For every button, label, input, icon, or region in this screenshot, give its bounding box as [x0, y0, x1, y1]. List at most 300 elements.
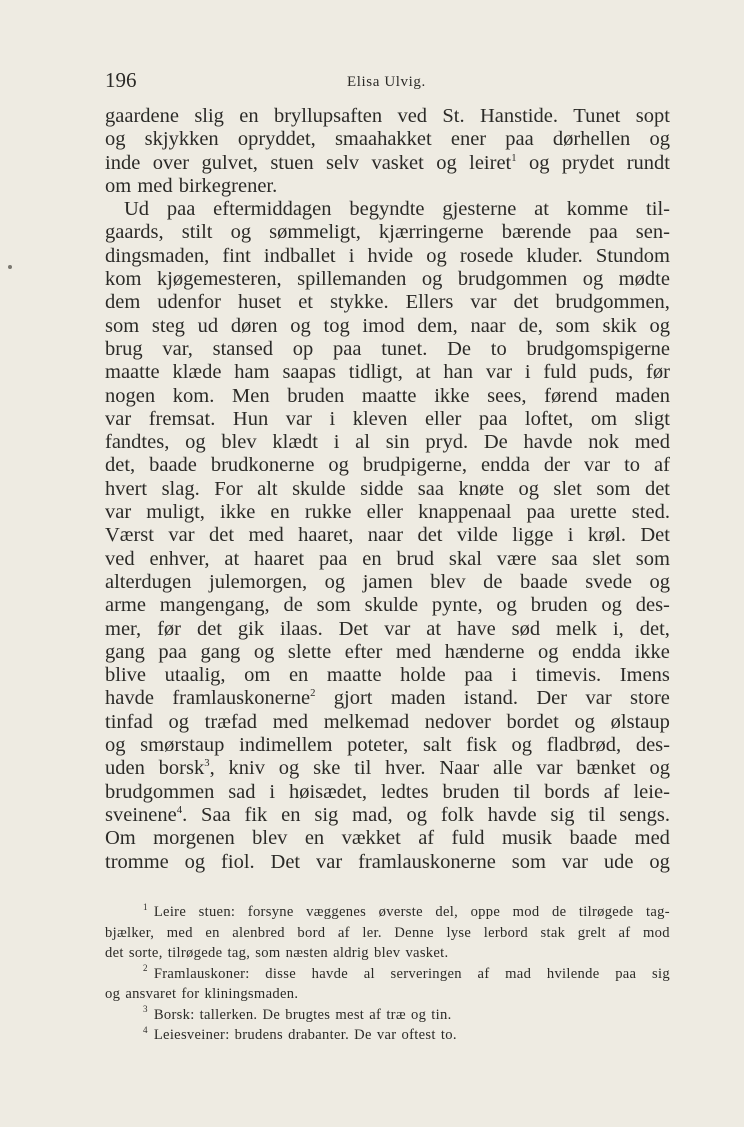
- word: det,: [105, 454, 136, 477]
- word: døren: [230, 314, 278, 337]
- word: paa: [478, 407, 508, 430]
- word: træ: [386, 1006, 406, 1023]
- word: utaalig,: [164, 664, 226, 687]
- word: rundt: [626, 151, 670, 174]
- word: skal: [448, 547, 482, 570]
- word: og: [278, 757, 300, 780]
- word: at: [224, 547, 240, 570]
- text-line: [105, 804, 670, 827]
- word: bords: [544, 780, 590, 803]
- word: dørhellen: [552, 128, 631, 151]
- word: mod: [643, 924, 670, 941]
- word: gik: [237, 617, 265, 640]
- word: krøl.: [587, 524, 626, 547]
- word: istand.: [463, 687, 518, 710]
- word: begyndte: [349, 198, 425, 221]
- word: af: [603, 780, 620, 803]
- text-line: [105, 291, 670, 314]
- word: ske: [313, 757, 341, 780]
- word: endda: [480, 454, 530, 477]
- word: var: [561, 850, 589, 873]
- word: naar: [470, 314, 506, 337]
- text-line: [105, 198, 670, 221]
- word: klæde: [172, 361, 222, 384]
- word: grelt: [577, 924, 606, 941]
- word: mer,: [105, 617, 142, 640]
- word: til: [588, 803, 606, 826]
- word: imod: [362, 314, 405, 337]
- word: slette: [287, 640, 332, 663]
- word: at: [415, 361, 431, 384]
- word: blev: [374, 945, 401, 961]
- word: naar: [367, 524, 404, 547]
- word: melk: [556, 617, 598, 640]
- word: og: [290, 314, 311, 337]
- word: i,: [612, 617, 624, 640]
- word: salt: [422, 734, 452, 757]
- word: være: [496, 547, 537, 570]
- word: om: [590, 407, 618, 430]
- word: det,: [639, 617, 670, 640]
- word: og: [328, 454, 349, 477]
- text-line: [105, 315, 670, 338]
- word: og: [649, 314, 670, 337]
- word: De: [483, 431, 508, 454]
- word: og: [649, 128, 670, 151]
- word: ener: [450, 128, 487, 151]
- footnote-marker: 1: [143, 901, 148, 912]
- word: komme: [566, 198, 629, 221]
- word: al: [355, 431, 370, 454]
- word: næsten: [285, 945, 328, 961]
- word: huset: [237, 291, 282, 314]
- word: det: [513, 291, 539, 314]
- word: og: [105, 986, 121, 1002]
- word: enhver,: [149, 547, 210, 570]
- word: fremsat.: [148, 407, 216, 430]
- word: Der: [536, 687, 568, 710]
- word: som: [316, 594, 351, 617]
- word: de: [283, 594, 303, 617]
- footnote-marker: 3: [143, 1004, 148, 1015]
- word: vækket: [341, 827, 401, 850]
- text-line: [105, 524, 670, 547]
- word: i: [511, 664, 518, 687]
- word: til: [354, 757, 372, 780]
- word: i: [524, 361, 531, 384]
- word: med: [137, 174, 173, 197]
- text-line: [105, 361, 670, 384]
- word: sidde: [360, 477, 404, 500]
- footnote-line: [105, 984, 670, 1005]
- word: indimellem: [239, 734, 333, 757]
- word: med: [634, 827, 670, 850]
- word: pryd.: [425, 431, 469, 454]
- word: blev: [221, 431, 257, 454]
- word: før: [157, 617, 182, 640]
- word: musik: [501, 827, 553, 850]
- word: skulde: [364, 594, 419, 617]
- word: fuld: [451, 827, 485, 850]
- word: $^4$ Leiesveiner:: [143, 1024, 230, 1043]
- word: var: [485, 361, 513, 384]
- word: sorte,: [128, 945, 163, 961]
- footnote-marker: 2: [143, 963, 148, 974]
- word: øverste: [378, 904, 423, 920]
- word: slag.: [161, 477, 200, 500]
- word: maden: [390, 687, 446, 710]
- word: skjykken: [144, 128, 219, 151]
- word: bryllupsaften: [273, 105, 383, 127]
- word: og: [185, 431, 206, 454]
- word: stansed: [212, 337, 273, 360]
- word: brug: [105, 337, 143, 360]
- word: Ellers: [405, 291, 454, 314]
- word: alt: [257, 477, 278, 500]
- text-line: [105, 641, 670, 664]
- word: alterdugen: [105, 570, 192, 593]
- text-line: [105, 594, 670, 617]
- word: disse: [265, 965, 296, 982]
- word: ølstaup: [610, 710, 670, 733]
- word: alle: [493, 757, 523, 780]
- word: knøte: [458, 477, 504, 500]
- text-line: [105, 431, 670, 454]
- word: hvilende: [546, 965, 600, 982]
- word: ikke: [220, 501, 256, 524]
- word: framlauskonerne: [358, 850, 496, 873]
- word: rosede: [459, 244, 514, 267]
- text-line: [105, 664, 670, 687]
- word: muligt,: [146, 501, 205, 524]
- footnote-line: [105, 923, 670, 944]
- word: det: [196, 617, 222, 640]
- word: en: [205, 924, 220, 941]
- word: brudgommen: [457, 268, 568, 291]
- word: og: [649, 850, 670, 873]
- word: maatte: [326, 664, 382, 687]
- page-number: 196: [105, 68, 137, 92]
- word: fladbrød,: [546, 734, 622, 757]
- word: og: [253, 640, 275, 663]
- word: gaards,: [105, 221, 164, 244]
- word: var: [105, 407, 132, 430]
- word: Det: [640, 524, 670, 547]
- word: tidligt,: [348, 361, 403, 384]
- word: skik: [602, 314, 637, 337]
- footnote-line: [105, 902, 670, 923]
- word: St.: [442, 105, 465, 127]
- word: var: [285, 407, 312, 430]
- word: blev: [252, 827, 288, 850]
- word: og: [184, 850, 206, 873]
- word: og: [518, 477, 539, 500]
- footnote-marker: 4: [143, 1024, 148, 1035]
- word: stak: [540, 924, 566, 941]
- text-line: [105, 221, 670, 244]
- word: brudgommen,: [555, 291, 670, 314]
- word: maatte: [361, 384, 417, 407]
- word: prydet: [561, 151, 615, 174]
- word: de: [552, 904, 567, 920]
- word: brugtes: [285, 1006, 331, 1023]
- word: var: [470, 291, 497, 314]
- word: spillemanden: [297, 268, 407, 291]
- word: opryddet,: [237, 128, 316, 151]
- word: op: [292, 337, 314, 360]
- word: udenfor: [157, 291, 222, 314]
- word: poteter,: [347, 734, 409, 757]
- footnote-line: [105, 1005, 670, 1026]
- word: Hun: [232, 407, 269, 430]
- word: rukke: [304, 501, 352, 524]
- word: $^2$ Framlauskoner:: [143, 963, 250, 982]
- word: tallerken.: [199, 1006, 258, 1023]
- word: at: [534, 198, 549, 221]
- word: Imens: [619, 664, 670, 687]
- word: baade: [149, 454, 197, 477]
- word: Hanstide.: [479, 105, 558, 127]
- word: til-: [646, 198, 670, 221]
- text-line: [105, 454, 670, 477]
- word: framlauskonerne$^2$: [172, 687, 316, 710]
- word: ikke: [434, 384, 470, 407]
- word: haaret: [254, 547, 305, 570]
- word: mest: [335, 1006, 365, 1023]
- word: tilrøgede: [167, 945, 223, 961]
- word: havde: [105, 687, 154, 710]
- text-line: [105, 478, 670, 501]
- word: brudgommen: [105, 780, 215, 803]
- word: Stundom: [595, 244, 670, 267]
- word: ligge: [512, 524, 554, 547]
- word: han: [443, 361, 473, 384]
- word: en: [288, 664, 309, 687]
- word: sig: [314, 803, 339, 826]
- word: haaret,: [298, 524, 354, 547]
- text-line: [105, 385, 670, 408]
- word: som: [555, 314, 590, 337]
- word: for: [181, 986, 200, 1002]
- word: som: [511, 850, 546, 873]
- word: ved: [397, 105, 428, 127]
- word: tromme: [105, 850, 169, 873]
- word: at: [426, 617, 442, 640]
- word: gulvet,: [201, 151, 258, 174]
- word: kjærringerne: [378, 221, 484, 244]
- word: serveringen: [390, 965, 462, 982]
- word: hvert: [105, 477, 148, 500]
- word: sømmeligt,: [269, 221, 361, 244]
- word: ansvaret: [125, 986, 177, 1002]
- word: lyse: [446, 924, 472, 941]
- word: baade: [569, 827, 618, 850]
- word: efter: [344, 640, 383, 663]
- word: og: [168, 710, 189, 733]
- word: gjort: [333, 687, 373, 710]
- word: og: [649, 757, 670, 780]
- word: og: [511, 734, 532, 757]
- word: af: [653, 454, 670, 477]
- word: inde: [105, 151, 141, 174]
- word: med: [166, 924, 193, 941]
- word: tag-: [645, 904, 670, 920]
- word: dingsmaden,: [105, 244, 210, 267]
- word: ved: [105, 547, 135, 570]
- word: og: [426, 244, 447, 267]
- word: leie-: [633, 780, 670, 803]
- word: i: [567, 524, 574, 547]
- word: saa: [417, 477, 444, 500]
- word: sees,: [487, 384, 527, 407]
- text-line: [105, 408, 670, 431]
- word: paa: [505, 128, 534, 151]
- footnotes: [105, 902, 670, 1046]
- word: mad,: [352, 803, 393, 826]
- word: skulde: [292, 477, 346, 500]
- word: store: [630, 687, 670, 710]
- word: fandtes,: [105, 431, 170, 454]
- word: brudkonerne: [210, 454, 315, 477]
- word: af: [418, 827, 435, 850]
- word: brudgomspigerne: [526, 337, 670, 360]
- word: Naar: [439, 757, 480, 780]
- word: kom.: [172, 384, 215, 407]
- word: urette: [570, 501, 617, 524]
- word: sopt: [635, 105, 670, 127]
- word: i: [269, 780, 276, 803]
- word: hænderne: [444, 640, 525, 663]
- word: sad: [228, 780, 256, 803]
- word: sin: [385, 431, 410, 454]
- word: De: [447, 337, 471, 360]
- word: Denne: [394, 924, 434, 941]
- word: del,: [435, 904, 459, 920]
- word: hvide: [367, 244, 414, 267]
- word: fik: [244, 803, 268, 826]
- word: paa: [615, 965, 637, 982]
- word: to: [490, 337, 507, 360]
- word: en: [362, 547, 382, 570]
- word: som: [255, 945, 281, 961]
- text-line: [105, 245, 670, 268]
- word: var: [376, 1027, 397, 1043]
- word: brud: [396, 547, 435, 570]
- word: kliningsmaden.: [204, 986, 299, 1002]
- word: oppe: [470, 904, 501, 920]
- word: træfad: [204, 710, 258, 733]
- word: og: [410, 1006, 427, 1023]
- word: ham: [234, 361, 270, 384]
- word: des-: [635, 594, 670, 617]
- word: var: [384, 617, 411, 640]
- word: pynte,: [431, 594, 483, 617]
- word: sveinene$^4$.: [105, 803, 188, 826]
- word: saa: [551, 547, 578, 570]
- word: ude: [603, 850, 634, 873]
- word: $^1$ Leire: [143, 901, 187, 920]
- word: bærende: [501, 221, 572, 244]
- word: blive: [105, 664, 146, 687]
- word: om: [105, 174, 132, 197]
- word: melkemad: [323, 710, 410, 733]
- word: var,: [162, 337, 193, 360]
- word: sted.: [631, 501, 670, 524]
- text-line: [105, 781, 670, 804]
- word: stuen: [270, 151, 314, 174]
- word: paa: [166, 198, 196, 221]
- word: bjælker,: [105, 924, 155, 941]
- word: en: [304, 827, 325, 850]
- text-line: [105, 734, 670, 757]
- word: fuld: [543, 361, 577, 384]
- word: førend: [544, 384, 598, 407]
- word: dem,: [417, 314, 458, 337]
- word: med: [272, 710, 309, 733]
- word: stykke.: [329, 291, 389, 314]
- word: det: [105, 945, 124, 961]
- word: slet: [592, 547, 621, 570]
- word: gang: [200, 640, 241, 663]
- word: ler.: [362, 924, 382, 941]
- word: og: [105, 128, 126, 151]
- word: med: [634, 431, 670, 454]
- word: sød: [511, 617, 541, 640]
- word: Det: [270, 850, 301, 873]
- word: gjesterne: [442, 198, 517, 221]
- word: to.: [440, 1027, 457, 1043]
- word: blev: [430, 570, 466, 593]
- text-line: [105, 827, 670, 850]
- word: var: [583, 454, 611, 477]
- word: de,: [518, 314, 543, 337]
- text-line: [105, 711, 670, 734]
- footnote-line: [105, 964, 670, 985]
- word: endda: [572, 640, 621, 663]
- text-line: [105, 152, 670, 175]
- word: af: [618, 924, 631, 941]
- word: kleven: [352, 407, 408, 430]
- text-line: [105, 687, 670, 710]
- word: det: [417, 524, 443, 547]
- word: gang: [105, 640, 145, 663]
- word: leiret$^1$: [469, 151, 517, 174]
- word: mod: [512, 904, 540, 920]
- word: Om: [105, 827, 136, 850]
- word: havde: [311, 965, 349, 982]
- word: og: [105, 734, 126, 757]
- running-head: Elisa Ulvig.: [347, 74, 426, 90]
- word: Men: [232, 384, 270, 407]
- word: oftest: [401, 1027, 436, 1043]
- text-line: [105, 501, 670, 524]
- word: eller: [366, 501, 404, 524]
- word: Ud: [124, 198, 150, 221]
- word: Værst: [105, 524, 154, 547]
- page-header: [105, 68, 670, 98]
- word: kluder.: [526, 244, 583, 267]
- word: sig: [550, 803, 575, 826]
- word: vasket: [371, 151, 424, 174]
- word: bænket: [576, 757, 636, 780]
- word: klædt: [272, 431, 318, 454]
- footnote-line: [105, 1025, 670, 1046]
- word: og: [436, 151, 457, 174]
- word: baade: [519, 570, 568, 593]
- word: forsyne: [247, 904, 294, 920]
- word: knappenaal: [418, 501, 512, 524]
- word: og: [529, 151, 550, 174]
